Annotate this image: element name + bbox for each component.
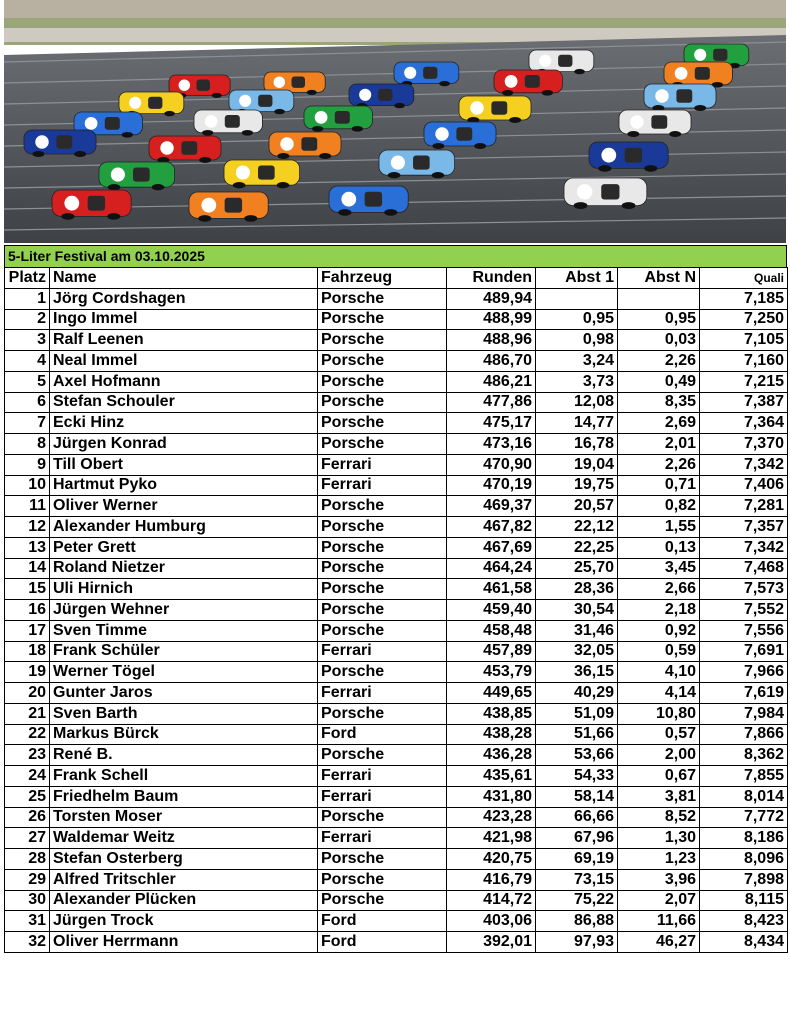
slotcar xyxy=(194,110,262,136)
cell-quali: 7,342 xyxy=(700,537,788,558)
cell-abst1: 16,78 xyxy=(536,434,618,455)
cell-abstn: 10,80 xyxy=(618,703,700,724)
cell-name: Waldemar Weitz xyxy=(50,828,318,849)
cell-abst1: 53,66 xyxy=(536,745,618,766)
cell-platz: 3 xyxy=(5,330,50,351)
cell-abstn: 0,49 xyxy=(618,371,700,392)
cell-abst1: 0,95 xyxy=(536,309,618,330)
cell-abstn: 4,10 xyxy=(618,662,700,683)
cell-abst1: 69,19 xyxy=(536,849,618,870)
cell-quali: 7,160 xyxy=(700,351,788,372)
cell-abst1: 97,93 xyxy=(536,932,618,953)
cell-abst1: 58,14 xyxy=(536,786,618,807)
cell-fahrzeug: Ford xyxy=(318,932,447,953)
cell-platz: 7 xyxy=(5,413,50,434)
cell-quali: 8,423 xyxy=(700,911,788,932)
table-row xyxy=(5,828,788,849)
cell-fahrzeug: Porsche xyxy=(318,434,447,455)
cell-abst1: 31,46 xyxy=(536,620,618,641)
cell-abstn: 2,01 xyxy=(618,434,700,455)
cell-quali: 7,387 xyxy=(700,392,788,413)
header-abst1: Abst 1 xyxy=(536,268,618,289)
table-row xyxy=(5,288,788,309)
table-header-row xyxy=(5,268,788,289)
cell-abst1: 30,54 xyxy=(536,600,618,621)
cell-name: Oliver Herrmann xyxy=(50,932,318,953)
table-row xyxy=(5,309,788,330)
cell-fahrzeug: Ferrari xyxy=(318,786,447,807)
table-row xyxy=(5,849,788,870)
cell-quali: 7,984 xyxy=(700,703,788,724)
header-name: Name xyxy=(50,268,318,289)
cell-platz: 16 xyxy=(5,600,50,621)
cell-platz: 5 xyxy=(5,371,50,392)
cell-fahrzeug: Porsche xyxy=(318,558,447,579)
cell-runden: 421,98 xyxy=(447,828,536,849)
cell-name: Sven Timme xyxy=(50,620,318,641)
cell-abstn: 4,14 xyxy=(618,683,700,704)
table-row xyxy=(5,392,788,413)
cell-abstn: 0,71 xyxy=(618,475,700,496)
cell-quali: 7,357 xyxy=(700,517,788,538)
cell-platz: 32 xyxy=(5,932,50,953)
cell-platz: 25 xyxy=(5,786,50,807)
results-sheet xyxy=(4,245,787,953)
cell-quali: 7,772 xyxy=(700,807,788,828)
cell-abst1: 73,15 xyxy=(536,869,618,890)
header-quali: Quali xyxy=(700,268,788,289)
slotcar xyxy=(459,96,531,123)
cell-platz: 12 xyxy=(5,517,50,538)
cell-name: Alexander Humburg xyxy=(50,517,318,538)
table-row xyxy=(5,579,788,600)
cell-runden: 414,72 xyxy=(447,890,536,911)
cell-abstn: 1,30 xyxy=(618,828,700,849)
cell-abst1: 14,77 xyxy=(536,413,618,434)
cell-runden: 467,69 xyxy=(447,537,536,558)
cell-name: Alexander Plücken xyxy=(50,890,318,911)
cell-abst1: 32,05 xyxy=(536,641,618,662)
table-row xyxy=(5,496,788,517)
cell-runden: 488,99 xyxy=(447,309,536,330)
cell-abst1: 66,66 xyxy=(536,807,618,828)
cell-quali: 7,556 xyxy=(700,620,788,641)
slotcar xyxy=(52,190,131,220)
table-row xyxy=(5,454,788,475)
cell-abst1: 36,15 xyxy=(536,662,618,683)
slotcar xyxy=(394,62,459,86)
cell-abstn: 8,35 xyxy=(618,392,700,413)
slotcar xyxy=(189,192,268,222)
cell-fahrzeug: Ford xyxy=(318,724,447,745)
header-platz: Platz xyxy=(5,268,50,289)
cell-runden: 467,82 xyxy=(447,517,536,538)
cell-name: Frank Schell xyxy=(50,766,318,787)
slotcar xyxy=(589,142,668,172)
cell-abst1: 75,22 xyxy=(536,890,618,911)
cell-abst1: 20,57 xyxy=(536,496,618,517)
cell-abstn: 0,95 xyxy=(618,309,700,330)
cell-platz: 11 xyxy=(5,496,50,517)
cell-runden: 470,19 xyxy=(447,475,536,496)
cell-abst1: 40,29 xyxy=(536,683,618,704)
cell-runden: 486,21 xyxy=(447,371,536,392)
cell-fahrzeug: Porsche xyxy=(318,620,447,641)
cell-platz: 1 xyxy=(5,288,50,309)
results-title: 5-Liter Festival am 03.10.2025 xyxy=(4,245,787,267)
cell-abstn: 1,55 xyxy=(618,517,700,538)
cell-platz: 6 xyxy=(5,392,50,413)
cell-name: Jürgen Wehner xyxy=(50,600,318,621)
cell-fahrzeug: Porsche xyxy=(318,496,447,517)
cell-abst1: 0,98 xyxy=(536,330,618,351)
cell-fahrzeug: Ferrari xyxy=(318,683,447,704)
cell-name: Uli Hirnich xyxy=(50,579,318,600)
table-row xyxy=(5,786,788,807)
cell-platz: 19 xyxy=(5,662,50,683)
table-row xyxy=(5,703,788,724)
cell-name: René B. xyxy=(50,745,318,766)
cell-runden: 438,28 xyxy=(447,724,536,745)
cell-fahrzeug: Porsche xyxy=(318,869,447,890)
cell-fahrzeug: Porsche xyxy=(318,849,447,870)
cell-quali: 8,014 xyxy=(700,786,788,807)
cell-fahrzeug: Porsche xyxy=(318,703,447,724)
cell-abstn: 0,03 xyxy=(618,330,700,351)
cell-quali: 8,362 xyxy=(700,745,788,766)
cell-runden: 477,86 xyxy=(447,392,536,413)
table-row xyxy=(5,683,788,704)
cell-name: Frank Schüler xyxy=(50,641,318,662)
results-body xyxy=(5,288,788,952)
cell-runden: 488,96 xyxy=(447,330,536,351)
cell-runden: 457,89 xyxy=(447,641,536,662)
cell-name: Ralf Leenen xyxy=(50,330,318,351)
table-row xyxy=(5,413,788,434)
table-row xyxy=(5,330,788,351)
cell-fahrzeug: Ford xyxy=(318,911,447,932)
cell-platz: 23 xyxy=(5,745,50,766)
cell-quali: 7,370 xyxy=(700,434,788,455)
cell-name: Friedhelm Baum xyxy=(50,786,318,807)
cell-quali: 8,115 xyxy=(700,890,788,911)
cell-abstn: 2,66 xyxy=(618,579,700,600)
cell-platz: 20 xyxy=(5,683,50,704)
cell-platz: 10 xyxy=(5,475,50,496)
cell-name: Jörg Cordshagen xyxy=(50,288,318,309)
cell-quali: 7,281 xyxy=(700,496,788,517)
cell-fahrzeug: Porsche xyxy=(318,807,447,828)
cell-quali: 7,468 xyxy=(700,558,788,579)
table-row xyxy=(5,351,788,372)
slotcar xyxy=(619,110,691,137)
slotcar xyxy=(564,178,647,209)
cell-abstn xyxy=(618,288,700,309)
cell-quali: 7,105 xyxy=(700,330,788,351)
cell-abst1 xyxy=(536,288,618,309)
cell-runden: 449,65 xyxy=(447,683,536,704)
cell-platz: 24 xyxy=(5,766,50,787)
cell-quali: 7,855 xyxy=(700,766,788,787)
cell-abst1: 3,73 xyxy=(536,371,618,392)
cell-platz: 14 xyxy=(5,558,50,579)
table-row xyxy=(5,517,788,538)
cell-abstn: 0,13 xyxy=(618,537,700,558)
table-row xyxy=(5,558,788,579)
cell-runden: 436,28 xyxy=(447,745,536,766)
cell-fahrzeug: Ferrari xyxy=(318,454,447,475)
cell-quali: 7,966 xyxy=(700,662,788,683)
cell-abst1: 54,33 xyxy=(536,766,618,787)
slotcar xyxy=(269,132,341,159)
cell-runden: 438,85 xyxy=(447,703,536,724)
cell-runden: 475,17 xyxy=(447,413,536,434)
cell-runden: 461,58 xyxy=(447,579,536,600)
cell-name: Alfred Tritschler xyxy=(50,869,318,890)
cell-runden: 453,79 xyxy=(447,662,536,683)
table-row xyxy=(5,932,788,953)
scenery-rocks xyxy=(4,0,786,18)
slotcar xyxy=(149,136,221,163)
cell-abstn: 11,66 xyxy=(618,911,700,932)
cell-abst1: 28,36 xyxy=(536,579,618,600)
cell-platz: 21 xyxy=(5,703,50,724)
slotcar xyxy=(304,106,372,132)
cell-quali: 7,406 xyxy=(700,475,788,496)
cell-platz: 9 xyxy=(5,454,50,475)
cell-abstn: 0,59 xyxy=(618,641,700,662)
cell-platz: 13 xyxy=(5,537,50,558)
cell-quali: 7,215 xyxy=(700,371,788,392)
cell-abstn: 0,92 xyxy=(618,620,700,641)
cell-fahrzeug: Porsche xyxy=(318,413,447,434)
cell-runden: 458,48 xyxy=(447,620,536,641)
cell-name: Peter Grett xyxy=(50,537,318,558)
cell-abst1: 86,88 xyxy=(536,911,618,932)
cell-quali: 7,185 xyxy=(700,288,788,309)
slotcar xyxy=(24,130,96,157)
cell-name: Markus Bürck xyxy=(50,724,318,745)
cell-platz: 29 xyxy=(5,869,50,890)
cell-abstn: 3,96 xyxy=(618,869,700,890)
cell-runden: 486,70 xyxy=(447,351,536,372)
slotcar-track-photo xyxy=(4,0,786,243)
cell-name: Werner Tögel xyxy=(50,662,318,683)
table-row xyxy=(5,662,788,683)
cell-fahrzeug: Ferrari xyxy=(318,641,447,662)
cell-fahrzeug: Porsche xyxy=(318,890,447,911)
table-row xyxy=(5,434,788,455)
cell-platz: 2 xyxy=(5,309,50,330)
cell-quali: 7,866 xyxy=(700,724,788,745)
cell-platz: 15 xyxy=(5,579,50,600)
table-row xyxy=(5,475,788,496)
cell-abstn: 8,52 xyxy=(618,807,700,828)
cell-abstn: 2,00 xyxy=(618,745,700,766)
cell-abstn: 2,26 xyxy=(618,454,700,475)
cell-fahrzeug: Porsche xyxy=(318,371,447,392)
cell-name: Neal Immel xyxy=(50,351,318,372)
cell-runden: 435,61 xyxy=(447,766,536,787)
cell-runden: 464,24 xyxy=(447,558,536,579)
cell-abst1: 51,09 xyxy=(536,703,618,724)
cell-fahrzeug: Ferrari xyxy=(318,475,447,496)
cell-abstn: 1,23 xyxy=(618,849,700,870)
cell-platz: 4 xyxy=(5,351,50,372)
cell-runden: 489,94 xyxy=(447,288,536,309)
cell-abstn: 2,18 xyxy=(618,600,700,621)
cell-abst1: 19,75 xyxy=(536,475,618,496)
cell-name: Jürgen Konrad xyxy=(50,434,318,455)
cell-runden: 470,90 xyxy=(447,454,536,475)
cell-platz: 26 xyxy=(5,807,50,828)
slotcar xyxy=(329,186,408,216)
cell-fahrzeug: Porsche xyxy=(318,517,447,538)
cell-abstn: 0,67 xyxy=(618,766,700,787)
header-photo xyxy=(4,0,786,243)
cell-quali: 7,691 xyxy=(700,641,788,662)
cell-fahrzeug: Ferrari xyxy=(318,828,447,849)
cell-platz: 18 xyxy=(5,641,50,662)
cell-fahrzeug: Porsche xyxy=(318,662,447,683)
table-row xyxy=(5,766,788,787)
cell-platz: 30 xyxy=(5,890,50,911)
slotcar xyxy=(424,122,496,149)
cell-platz: 17 xyxy=(5,620,50,641)
slotcar xyxy=(349,84,414,108)
cell-name: Gunter Jaros xyxy=(50,683,318,704)
cell-abst1: 22,25 xyxy=(536,537,618,558)
cell-name: Ingo Immel xyxy=(50,309,318,330)
cell-abstn: 2,26 xyxy=(618,351,700,372)
cell-runden: 431,80 xyxy=(447,786,536,807)
cell-abstn: 0,57 xyxy=(618,724,700,745)
slotcar xyxy=(379,150,455,178)
table-row xyxy=(5,371,788,392)
results-table xyxy=(4,267,788,953)
slotcar xyxy=(99,162,175,190)
cell-quali: 7,364 xyxy=(700,413,788,434)
cell-abst1: 3,24 xyxy=(536,351,618,372)
cell-name: Stefan Osterberg xyxy=(50,849,318,870)
table-row xyxy=(5,890,788,911)
cell-abst1: 51,66 xyxy=(536,724,618,745)
header-fahrzeug: Fahrzeug xyxy=(318,268,447,289)
cell-abst1: 19,04 xyxy=(536,454,618,475)
cell-abstn: 46,27 xyxy=(618,932,700,953)
table-row xyxy=(5,745,788,766)
cell-name: Axel Hofmann xyxy=(50,371,318,392)
cell-quali: 7,250 xyxy=(700,309,788,330)
cell-name: Stefan Schouler xyxy=(50,392,318,413)
cell-platz: 22 xyxy=(5,724,50,745)
cell-platz: 28 xyxy=(5,849,50,870)
table-row xyxy=(5,620,788,641)
cell-name: Jürgen Trock xyxy=(50,911,318,932)
cell-name: Ecki Hinz xyxy=(50,413,318,434)
cell-runden: 469,37 xyxy=(447,496,536,517)
cell-fahrzeug: Porsche xyxy=(318,745,447,766)
table-row xyxy=(5,869,788,890)
cell-name: Oliver Werner xyxy=(50,496,318,517)
cell-fahrzeug: Ferrari xyxy=(318,766,447,787)
cell-runden: 403,06 xyxy=(447,911,536,932)
cell-fahrzeug: Porsche xyxy=(318,537,447,558)
cell-fahrzeug: Porsche xyxy=(318,330,447,351)
cell-runden: 473,16 xyxy=(447,434,536,455)
slotcar xyxy=(494,70,562,96)
cell-abstn: 2,69 xyxy=(618,413,700,434)
cell-quali: 7,342 xyxy=(700,454,788,475)
slotcar xyxy=(644,84,716,111)
cell-fahrzeug: Porsche xyxy=(318,600,447,621)
cell-abstn: 2,07 xyxy=(618,890,700,911)
cell-name: Torsten Moser xyxy=(50,807,318,828)
cell-quali: 8,186 xyxy=(700,828,788,849)
cell-platz: 27 xyxy=(5,828,50,849)
cell-fahrzeug: Porsche xyxy=(318,579,447,600)
cell-abstn: 3,45 xyxy=(618,558,700,579)
cell-quali: 7,898 xyxy=(700,869,788,890)
cell-name: Hartmut Pyko xyxy=(50,475,318,496)
table-row xyxy=(5,641,788,662)
cell-runden: 416,79 xyxy=(447,869,536,890)
header-abstn: Abst N xyxy=(618,268,700,289)
table-row xyxy=(5,724,788,745)
table-row xyxy=(5,600,788,621)
cell-abst1: 12,08 xyxy=(536,392,618,413)
cell-name: Roland Nietzer xyxy=(50,558,318,579)
cell-abstn: 3,81 xyxy=(618,786,700,807)
table-row xyxy=(5,911,788,932)
cell-platz: 8 xyxy=(5,434,50,455)
table-row xyxy=(5,537,788,558)
cell-quali: 7,552 xyxy=(700,600,788,621)
cell-quali: 8,096 xyxy=(700,849,788,870)
cell-runden: 420,75 xyxy=(447,849,536,870)
cell-quali: 8,434 xyxy=(700,932,788,953)
cell-fahrzeug: Porsche xyxy=(318,309,447,330)
header-runden: Runden xyxy=(447,268,536,289)
cell-abstn: 0,82 xyxy=(618,496,700,517)
cell-abst1: 22,12 xyxy=(536,517,618,538)
cell-abst1: 25,70 xyxy=(536,558,618,579)
cell-platz: 31 xyxy=(5,911,50,932)
cell-runden: 459,40 xyxy=(447,600,536,621)
cell-fahrzeug: Porsche xyxy=(318,392,447,413)
cell-runden: 423,28 xyxy=(447,807,536,828)
cell-runden: 392,01 xyxy=(447,932,536,953)
table-row xyxy=(5,807,788,828)
cell-abst1: 67,96 xyxy=(536,828,618,849)
cell-quali: 7,619 xyxy=(700,683,788,704)
cell-name: Till Obert xyxy=(50,454,318,475)
cell-fahrzeug: Porsche xyxy=(318,351,447,372)
cell-name: Sven Barth xyxy=(50,703,318,724)
slotcar xyxy=(224,160,300,188)
cell-fahrzeug: Porsche xyxy=(318,288,447,309)
cell-quali: 7,573 xyxy=(700,579,788,600)
